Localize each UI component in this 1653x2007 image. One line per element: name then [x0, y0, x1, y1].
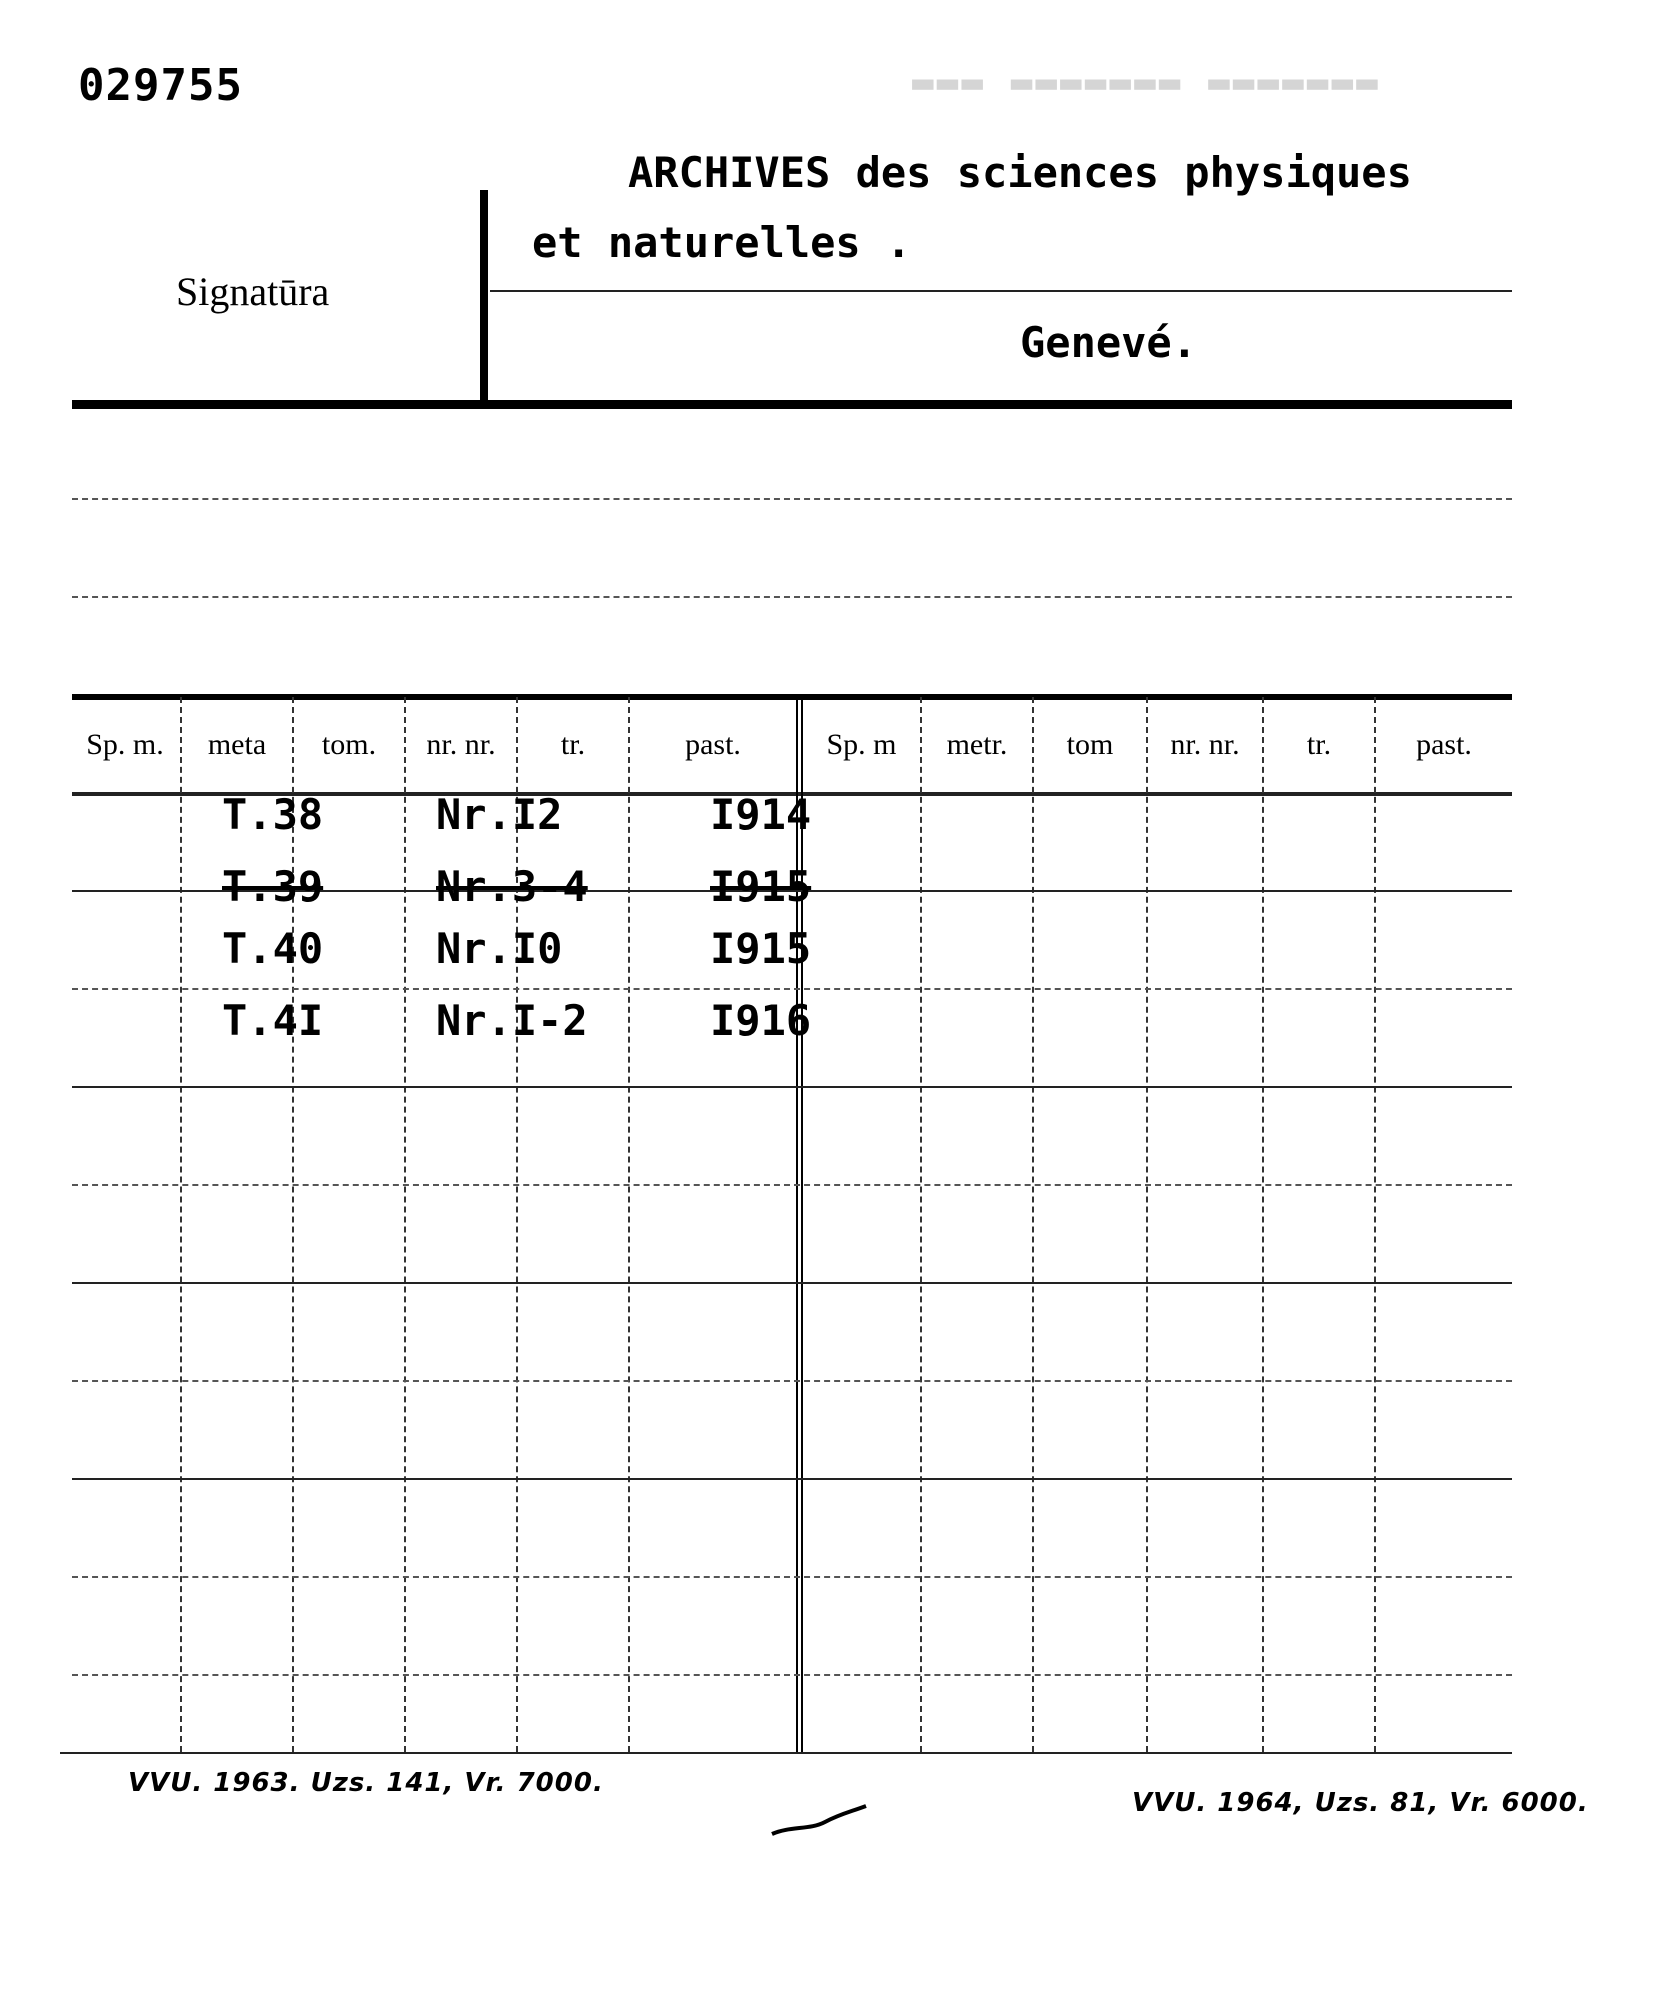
col-divider	[1374, 697, 1376, 1752]
row-3-past: I915	[710, 924, 812, 973]
footnote-right: VVU. 1964, Uzs. 81, Vr. 6000.	[1132, 1788, 1589, 1818]
header-metr: metr.	[946, 728, 1008, 761]
title-underline	[490, 290, 1512, 292]
row-4-past: I916	[710, 996, 812, 1045]
col-divider	[1146, 697, 1148, 1752]
row-rule	[72, 1184, 1512, 1186]
header-tr-right: tr.	[1306, 728, 1332, 761]
blank-line-1	[72, 498, 1512, 500]
header-nr-left: nr. nr.	[426, 728, 496, 761]
row-rule	[72, 1282, 1512, 1284]
table-bottom-rule	[60, 1752, 1512, 1754]
row-3-nr: Nr.I0	[436, 924, 563, 973]
card-id-number: 029755	[78, 60, 243, 111]
row-4-tom: T.4I	[222, 996, 324, 1045]
col-divider	[1032, 697, 1034, 1752]
row-4-nr: Nr.I-2	[436, 996, 588, 1045]
row-rule	[72, 1674, 1512, 1676]
header-past-right: past.	[1416, 728, 1472, 761]
header-meta: meta	[207, 728, 267, 761]
col-divider	[292, 697, 294, 1752]
row-rule	[72, 1478, 1512, 1480]
signatura-label: Signatūra	[176, 269, 330, 314]
header-tr-left: tr.	[560, 728, 586, 761]
journal-title-line-2: et naturelles .	[532, 218, 912, 267]
header-sp-m-right: Sp. m	[826, 728, 897, 761]
row-rule	[72, 988, 1512, 990]
header-sp-m-left: Sp. m.	[86, 728, 164, 761]
row-2-nr: Nr.3-4	[436, 862, 588, 911]
row-2-tom: T.39	[222, 862, 324, 911]
row-2-past: I915	[710, 862, 812, 911]
footnote-left: VVU. 1963. Uzs. 141, Vr. 7000.	[128, 1768, 604, 1798]
col-divider	[920, 697, 922, 1752]
table-top-rule	[72, 694, 1512, 700]
header-tom-right: tom	[1066, 728, 1114, 761]
faded-bleed-through-text: ▬▬▬ ▬▬▬▬▬▬▬ ▬▬▬▬▬▬▬	[912, 62, 1381, 103]
col-divider	[180, 697, 182, 1752]
row-rule	[72, 1576, 1512, 1578]
publication-city: Genevé.	[1020, 318, 1198, 367]
header-tom-left: tom.	[321, 728, 377, 761]
row-1-past: I914	[710, 790, 812, 839]
journal-title-line-1: ARCHIVES des sciences physiques	[628, 148, 1412, 197]
signatura-divider	[480, 190, 488, 402]
row-rule	[72, 1086, 1512, 1088]
col-divider	[628, 697, 630, 1752]
header-past-left: past.	[685, 728, 741, 761]
col-divider	[516, 697, 518, 1752]
row-3-tom: T.40	[222, 924, 324, 973]
row-rule	[72, 1380, 1512, 1382]
center-divider	[796, 697, 803, 1752]
pen-scribble-mark	[770, 1800, 870, 1840]
header-nr-right: nr. nr.	[1170, 728, 1240, 761]
header-rule	[72, 400, 1512, 409]
blank-line-2	[72, 596, 1512, 598]
row-1-nr: Nr.I2	[436, 790, 563, 839]
col-divider	[404, 697, 406, 1752]
col-divider	[1262, 697, 1264, 1752]
row-1-tom: T.38	[222, 790, 324, 839]
